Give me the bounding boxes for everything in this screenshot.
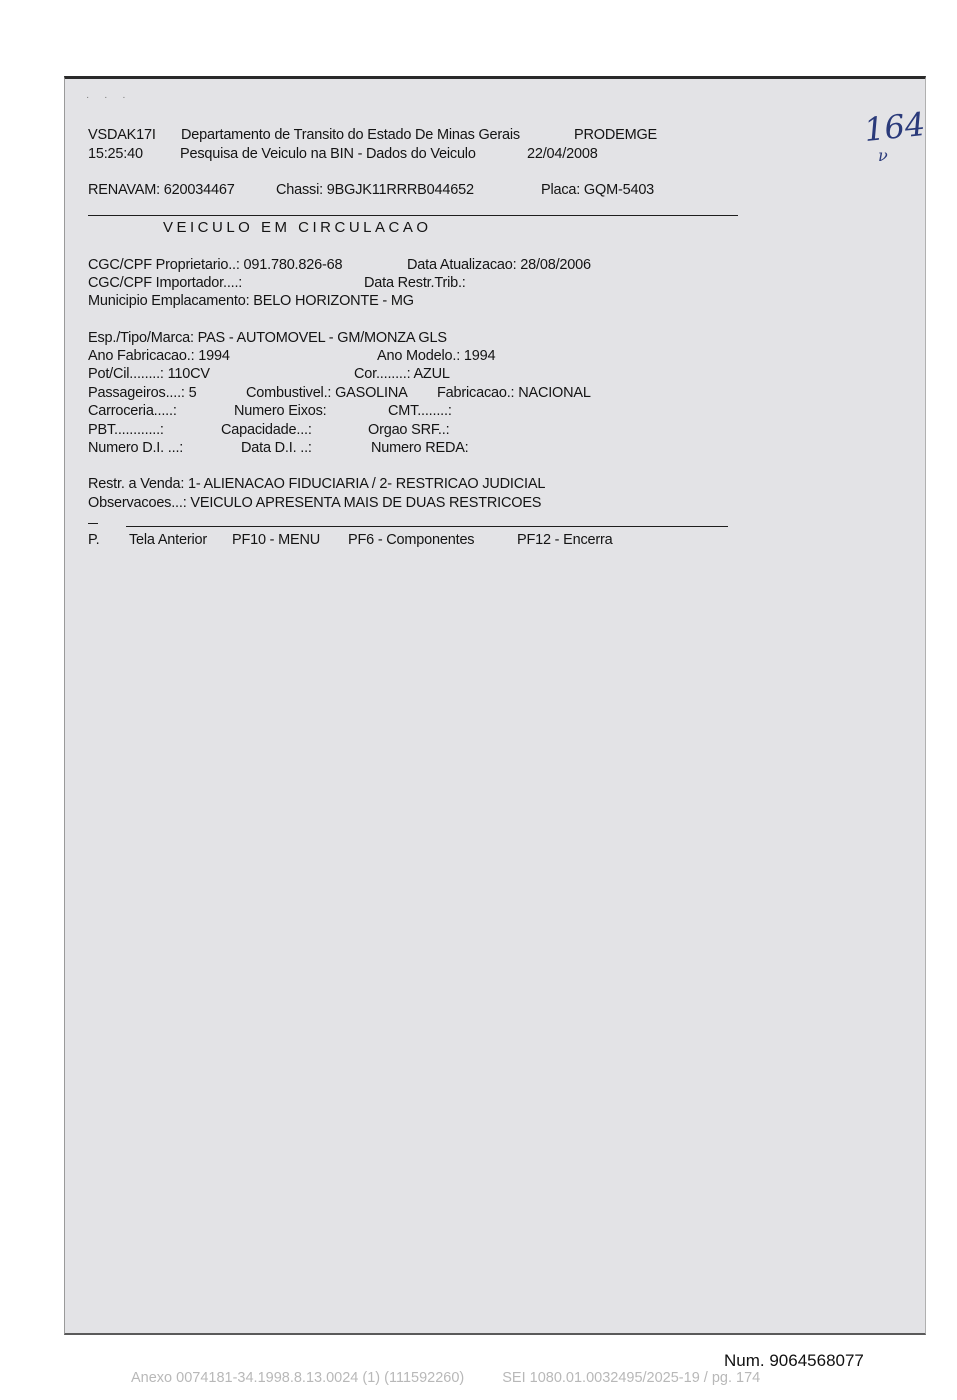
- cor: Cor........: AZUL: [354, 366, 450, 382]
- pf10-menu-key[interactable]: PF10 - MENU: [232, 532, 321, 548]
- pf12-encerra-key[interactable]: PF12 - Encerra: [517, 532, 613, 548]
- tela-anterior-key[interactable]: Tela Anterior: [129, 532, 207, 548]
- footer-anexo: Anexo 0074181-34.1998.8.13.0024 (1) (111592260): [131, 1370, 465, 1386]
- time-stamp: 15:25:40: [88, 146, 143, 162]
- capacidade: Capacidade...:: [221, 422, 312, 438]
- handwritten-page-number: 164: [862, 104, 927, 150]
- fabricacao: Fabricacao.: NACIONAL: [437, 385, 591, 401]
- screen-title: Pesquisa de Veiculo na BIN - Dados do Veiculo: [180, 146, 476, 162]
- company-name: PRODEMGE: [574, 127, 657, 143]
- data-di: Data D.I. ..:: [241, 440, 312, 456]
- bottom-divider: [126, 526, 728, 527]
- numero-eixos: Numero Eixos:: [234, 403, 327, 419]
- pf6-componentes-key[interactable]: PF6 - Componentes: [348, 532, 475, 548]
- esp-tipo-marca: Esp./Tipo/Marca: PAS - AUTOMOVEL - GM/MONZA GLS: [88, 330, 447, 346]
- numero-reda: Numero REDA:: [371, 440, 469, 456]
- chassi-field: Chassi: 9BGJK11RRRB044652: [276, 182, 474, 198]
- cmt: CMT........:: [388, 403, 452, 419]
- department-name: Departamento de Transito do Estado De Minas Gerais: [181, 127, 520, 143]
- data-restr-trib: Data Restr.Trib.:: [364, 275, 466, 291]
- ano-fabricacao: Ano Fabricacao.: 1994: [88, 348, 230, 364]
- status-title: VEICULO EM CIRCULACAO: [163, 219, 432, 236]
- cgc-proprietario: CGC/CPF Proprietario..: 091.780.826-68: [88, 257, 343, 273]
- footer-sei: SEI 1080.01.0032495/2025-19 / pg. 174: [502, 1370, 761, 1386]
- date-stamp: 22/04/2008: [527, 146, 598, 162]
- pot-cil: Pot/Cil........: 110CV: [88, 366, 210, 382]
- orgao-srf: Orgao SRF..:: [368, 422, 450, 438]
- numero-di: Numero D.I. ...:: [88, 440, 184, 456]
- ano-modelo: Ano Modelo.: 1994: [377, 348, 496, 364]
- combustivel: Combustivel.: GASOLINA: [246, 385, 408, 401]
- divider-stub: [88, 523, 98, 524]
- scan-specks: · · ·: [86, 92, 132, 103]
- program-code: VSDAK17I: [88, 127, 156, 143]
- observacoes: Observacoes...: VEICULO APRESENTA MAIS DE DUAS RESTRICOES: [88, 495, 542, 511]
- municipio-emplacamento: Municipio Emplacamento: BELO HORIZONTE - MG: [88, 293, 414, 309]
- carroceria: Carroceria.....:: [88, 403, 177, 419]
- passageiros: Passageiros....: 5: [88, 385, 197, 401]
- top-divider: [88, 215, 738, 216]
- restr-venda: Restr. a Venda: 1- ALIENACAO FIDUCIARIA / 2- RESTRICAO JUDICIAL: [88, 476, 546, 492]
- pbt: PBT............:: [88, 422, 164, 438]
- renavam-field: RENAVAM: 620034467: [88, 182, 235, 198]
- footer-line: [131, 1370, 760, 1386]
- cgc-importador: CGC/CPF Importador....:: [88, 275, 243, 291]
- document-number: Num. 9064568077: [724, 1351, 864, 1370]
- placa-field: Placa: GQM-5403: [541, 182, 655, 198]
- handwritten-mark: ν: [878, 146, 888, 165]
- data-atualizacao: Data Atualizacao: 28/08/2006: [407, 257, 591, 273]
- pf-prefix: P.: [88, 532, 100, 548]
